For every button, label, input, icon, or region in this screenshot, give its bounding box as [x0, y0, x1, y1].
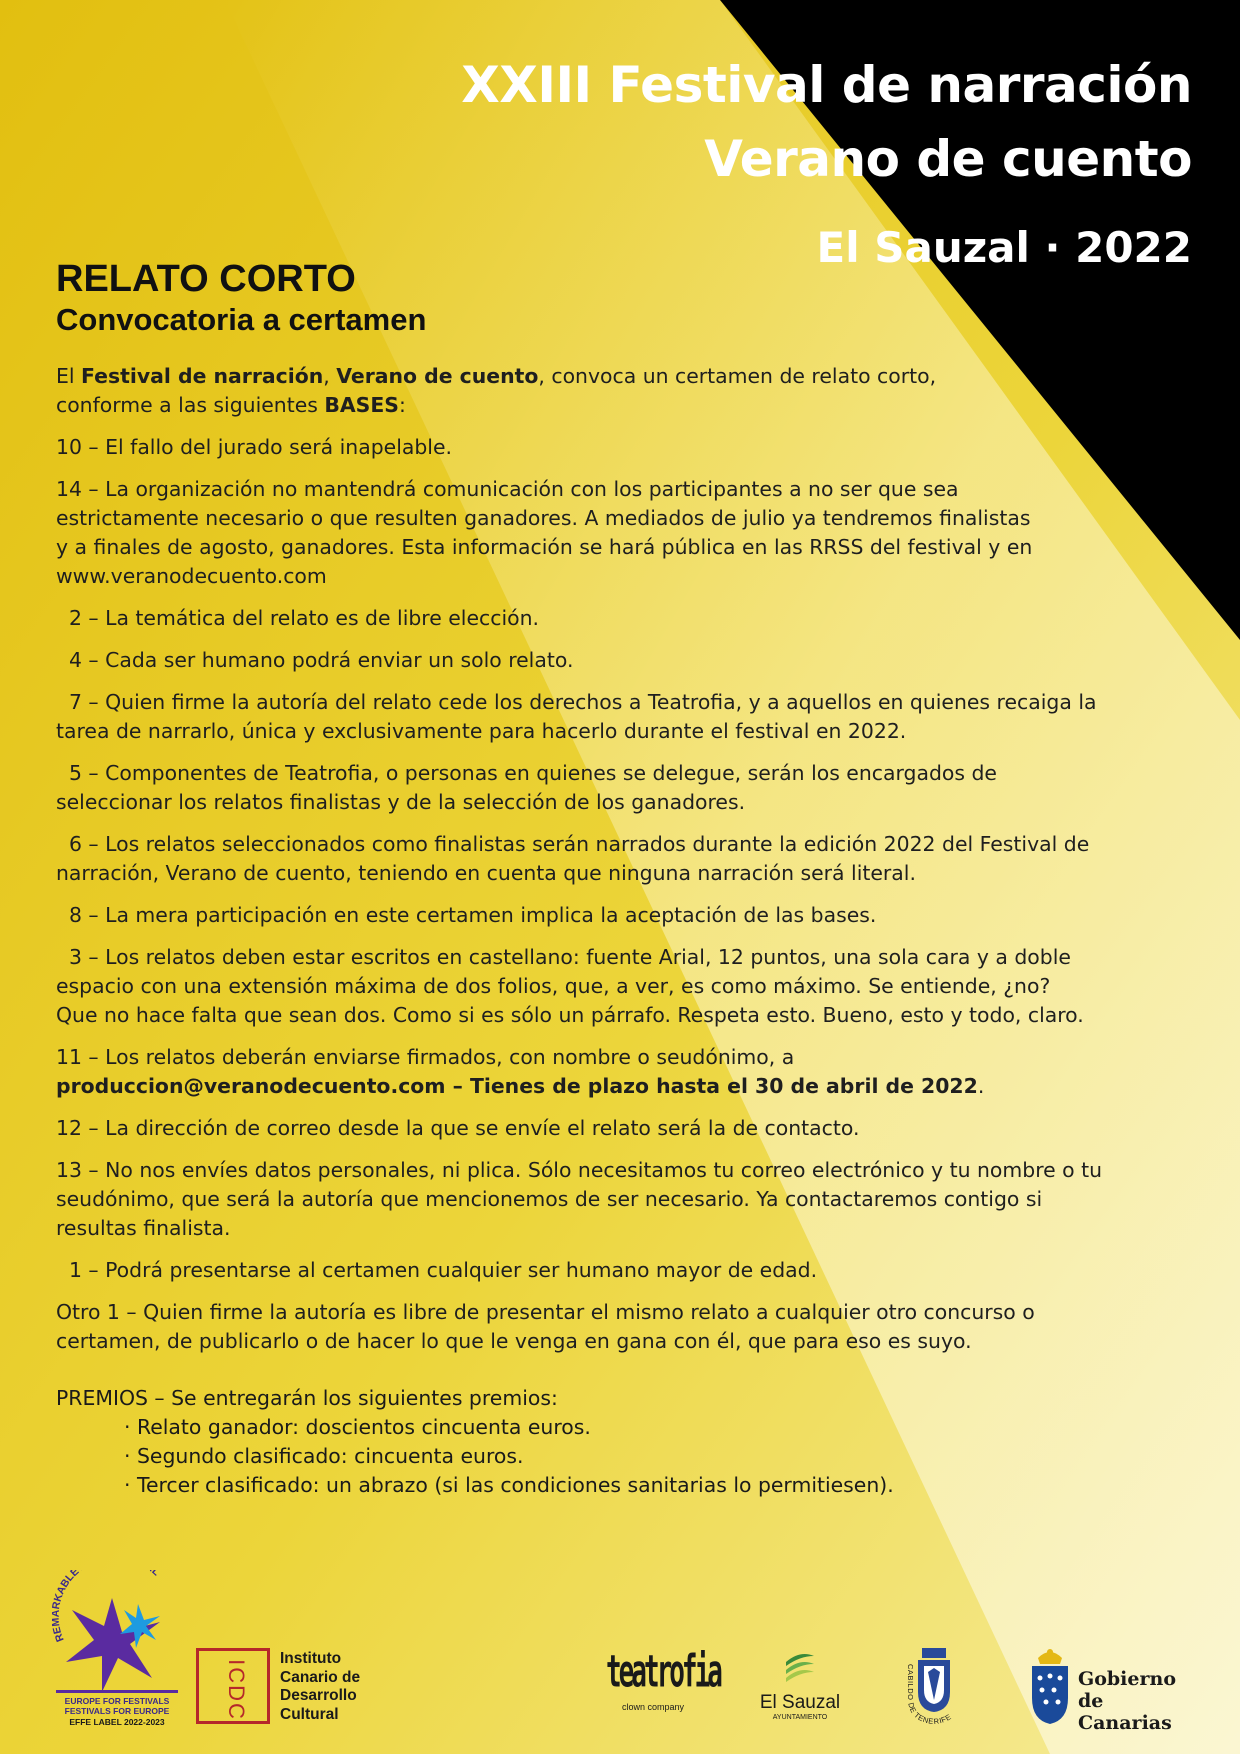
gobierno-canarias-logo	[1028, 1646, 1198, 1734]
prizes-section	[56, 1384, 1186, 1500]
page-subtitle: Convocatoria a certamen	[56, 302, 427, 337]
festival-location-year: El Sauzal · 2022	[816, 223, 1192, 272]
icdc-mark-text: ICDC	[224, 1659, 249, 1721]
svg-text:REMARKABLE ARTS FESTIVAL: RE KABLE L	[52, 1570, 163, 1644]
teatrofia-name: teatrofia	[606, 1647, 720, 1699]
rule-10: 10 – El fallo del jurado será inapelable.	[56, 435, 452, 459]
rule-1: 1 – Podrá presentarse al certamen cualquier ser humano mayor de edad.	[56, 1258, 818, 1282]
svg-text:EUROPE FOR FESTIVALS: EUROPE FOR FESTIVALS	[64, 1696, 170, 1706]
intro-text-5: :	[398, 393, 406, 417]
icdc-logo	[196, 1648, 396, 1724]
prize-item-2: · Segundo clasificado: cincuenta euros.	[124, 1444, 524, 1468]
rule-3: 3 – Los relatos deben estar escritos en castellano: fuente Arial, 12 puntos, una sola cara y a doble espacio con una extensión máxima de dos folios, que, a ver, es como máximo. Se entiende, ¿no? Que no hace falta que sean dos. Como si es sólo un párrafo. Respeta esto. Bueno, esto y todo, claro.	[56, 945, 1084, 1027]
icdc-mark-icon	[196, 1648, 270, 1724]
festival-subtitle: Verano de cuento	[704, 130, 1192, 188]
intro-bold-festival: Festival de narración	[81, 364, 324, 388]
icdc-line-2: Canario de	[280, 1668, 361, 1686]
intro-text-2: ,	[323, 364, 337, 388]
gobierno-line-2: de Canarias	[1078, 1690, 1172, 1734]
effe-logo	[52, 1570, 182, 1730]
rule-4: 4 – Cada ser humano podrá enviar un solo relato.	[56, 648, 574, 672]
rule-2: 2 – La temática del relato es de libre elección.	[56, 606, 539, 630]
rule-6: 6 – Los relatos seleccionados como finalistas serán narrados durante la edición 2022 del Festival de narración, Verano de cuento, teniendo en cuenta que ninguna narración será literal.	[56, 832, 1090, 885]
deadline-text: Tienes de plazo hasta el 30 de abril de 2022	[469, 1074, 978, 1098]
page-title: RELATO CORTO	[56, 258, 356, 300]
rule-11-end: .	[977, 1074, 985, 1098]
rule-otro-1: Otro 1 – Quien firme la autoría es libre de presentar el mismo relato a cualquier otro concurso o certamen, de publicarlo o de hacer lo que le venga en gana con él, que para eso es suyo.	[56, 1300, 1035, 1353]
svg-text:FESTIVALS FOR EUROPE: FESTIVALS FOR EUROPE	[64, 1706, 170, 1716]
contact-email[interactable]: produccion@veranodecuento.com	[56, 1074, 446, 1098]
effe-star-icon	[52, 1570, 182, 1730]
festival-title: XXIII Festival de narración	[461, 56, 1192, 114]
rule-11-dash: –	[445, 1074, 470, 1098]
teatrofia-sub: clown company	[622, 1702, 685, 1712]
intro-bold-verano: Verano de cuento	[336, 364, 539, 388]
teatrofia-logo	[606, 1647, 720, 1724]
prize-item-3: · Tercer clasificado: un abrazo (si las condiciones sanitarias lo permitiesen).	[124, 1473, 894, 1497]
gobierno-shield-icon	[1028, 1646, 1072, 1726]
rule-12: 12 – La dirección de correo desde la que se envíe el relato será la de contacto.	[56, 1116, 860, 1140]
rule-14: 14 – La organización no mantendrá comunicación con los participantes a no ser que sea estrictamente necesario o que resulten ganadores. A mediados de julio ya tendremos finalistas y a finales de agosto, ganadores. Esta información se hará pública en las RRSS del festival y en www.veranodecuento.com	[56, 477, 1033, 588]
prizes-heading: PREMIOS – Se entregarán los siguientes premios:	[56, 1386, 558, 1410]
main-content	[56, 258, 1186, 1500]
rule-5: 5 – Componentes de Teatrofia, o personas en quienes se delegue, serán los encargados de seleccionar los relatos finalistas y de la selección de los ganadores.	[56, 761, 997, 814]
rule-13: 13 – No nos envíes datos personales, ni plica. Sólo necesitamos tu correo electrónico y tu nombre o tu seudónimo, que será la autoría que mencionemos de ser necesario. Ya contactaremos contigo si resultas finalista.	[56, 1158, 1103, 1240]
svg-text:CABILDO DE TENERIFE: CABILDO DE TENERIFE	[906, 1664, 954, 1727]
intro-text-3: , convoca un certamen de relato corto,	[538, 364, 937, 388]
cabildo-shield-icon	[898, 1646, 970, 1728]
el-sauzal-sub: AYUNTAMIENTO	[772, 1714, 828, 1721]
gobierno-line-1: Gobierno	[1078, 1668, 1176, 1690]
rule-8: 8 – La mera participación en este certamen implica la aceptación de las bases.	[56, 903, 877, 927]
icdc-line-4: Cultural	[280, 1705, 339, 1723]
icdc-line-3: Desarrollo	[280, 1687, 357, 1704]
icdc-line-1: Instituto	[280, 1650, 342, 1667]
rule-11	[56, 1043, 1186, 1101]
svg-text:EFFE LABEL 2022-2023: EFFE LABEL 2022-2023	[69, 1717, 165, 1727]
el-sauzal-logo	[752, 1648, 848, 1728]
el-sauzal-leaf-icon	[780, 1648, 820, 1688]
intro-text-4: conforme a las siguientes	[56, 393, 325, 417]
cabildo-logo	[898, 1646, 970, 1728]
intro-paragraph	[56, 362, 1186, 420]
prize-item-1: · Relato ganador: doscientos cincuenta euros.	[124, 1415, 591, 1439]
festival-header	[292, 48, 1192, 278]
rule-7: 7 – Quien firme la autoría del relato cede los derechos a Teatrofia, y a aquellos en quienes recaiga la tarea de narrarlo, única y exclusivamente para hacerlo durante el festival en 2022.	[56, 690, 1097, 743]
rule-11-text: 11 – Los relatos deberán enviarse firmados, con nombre o seudónimo, a	[56, 1045, 795, 1069]
intro-text-1: El	[56, 364, 82, 388]
intro-bold-bases: BASES	[324, 393, 399, 417]
el-sauzal-name: El Sauzal	[759, 1692, 841, 1713]
sponsor-logos	[0, 1570, 1240, 1734]
